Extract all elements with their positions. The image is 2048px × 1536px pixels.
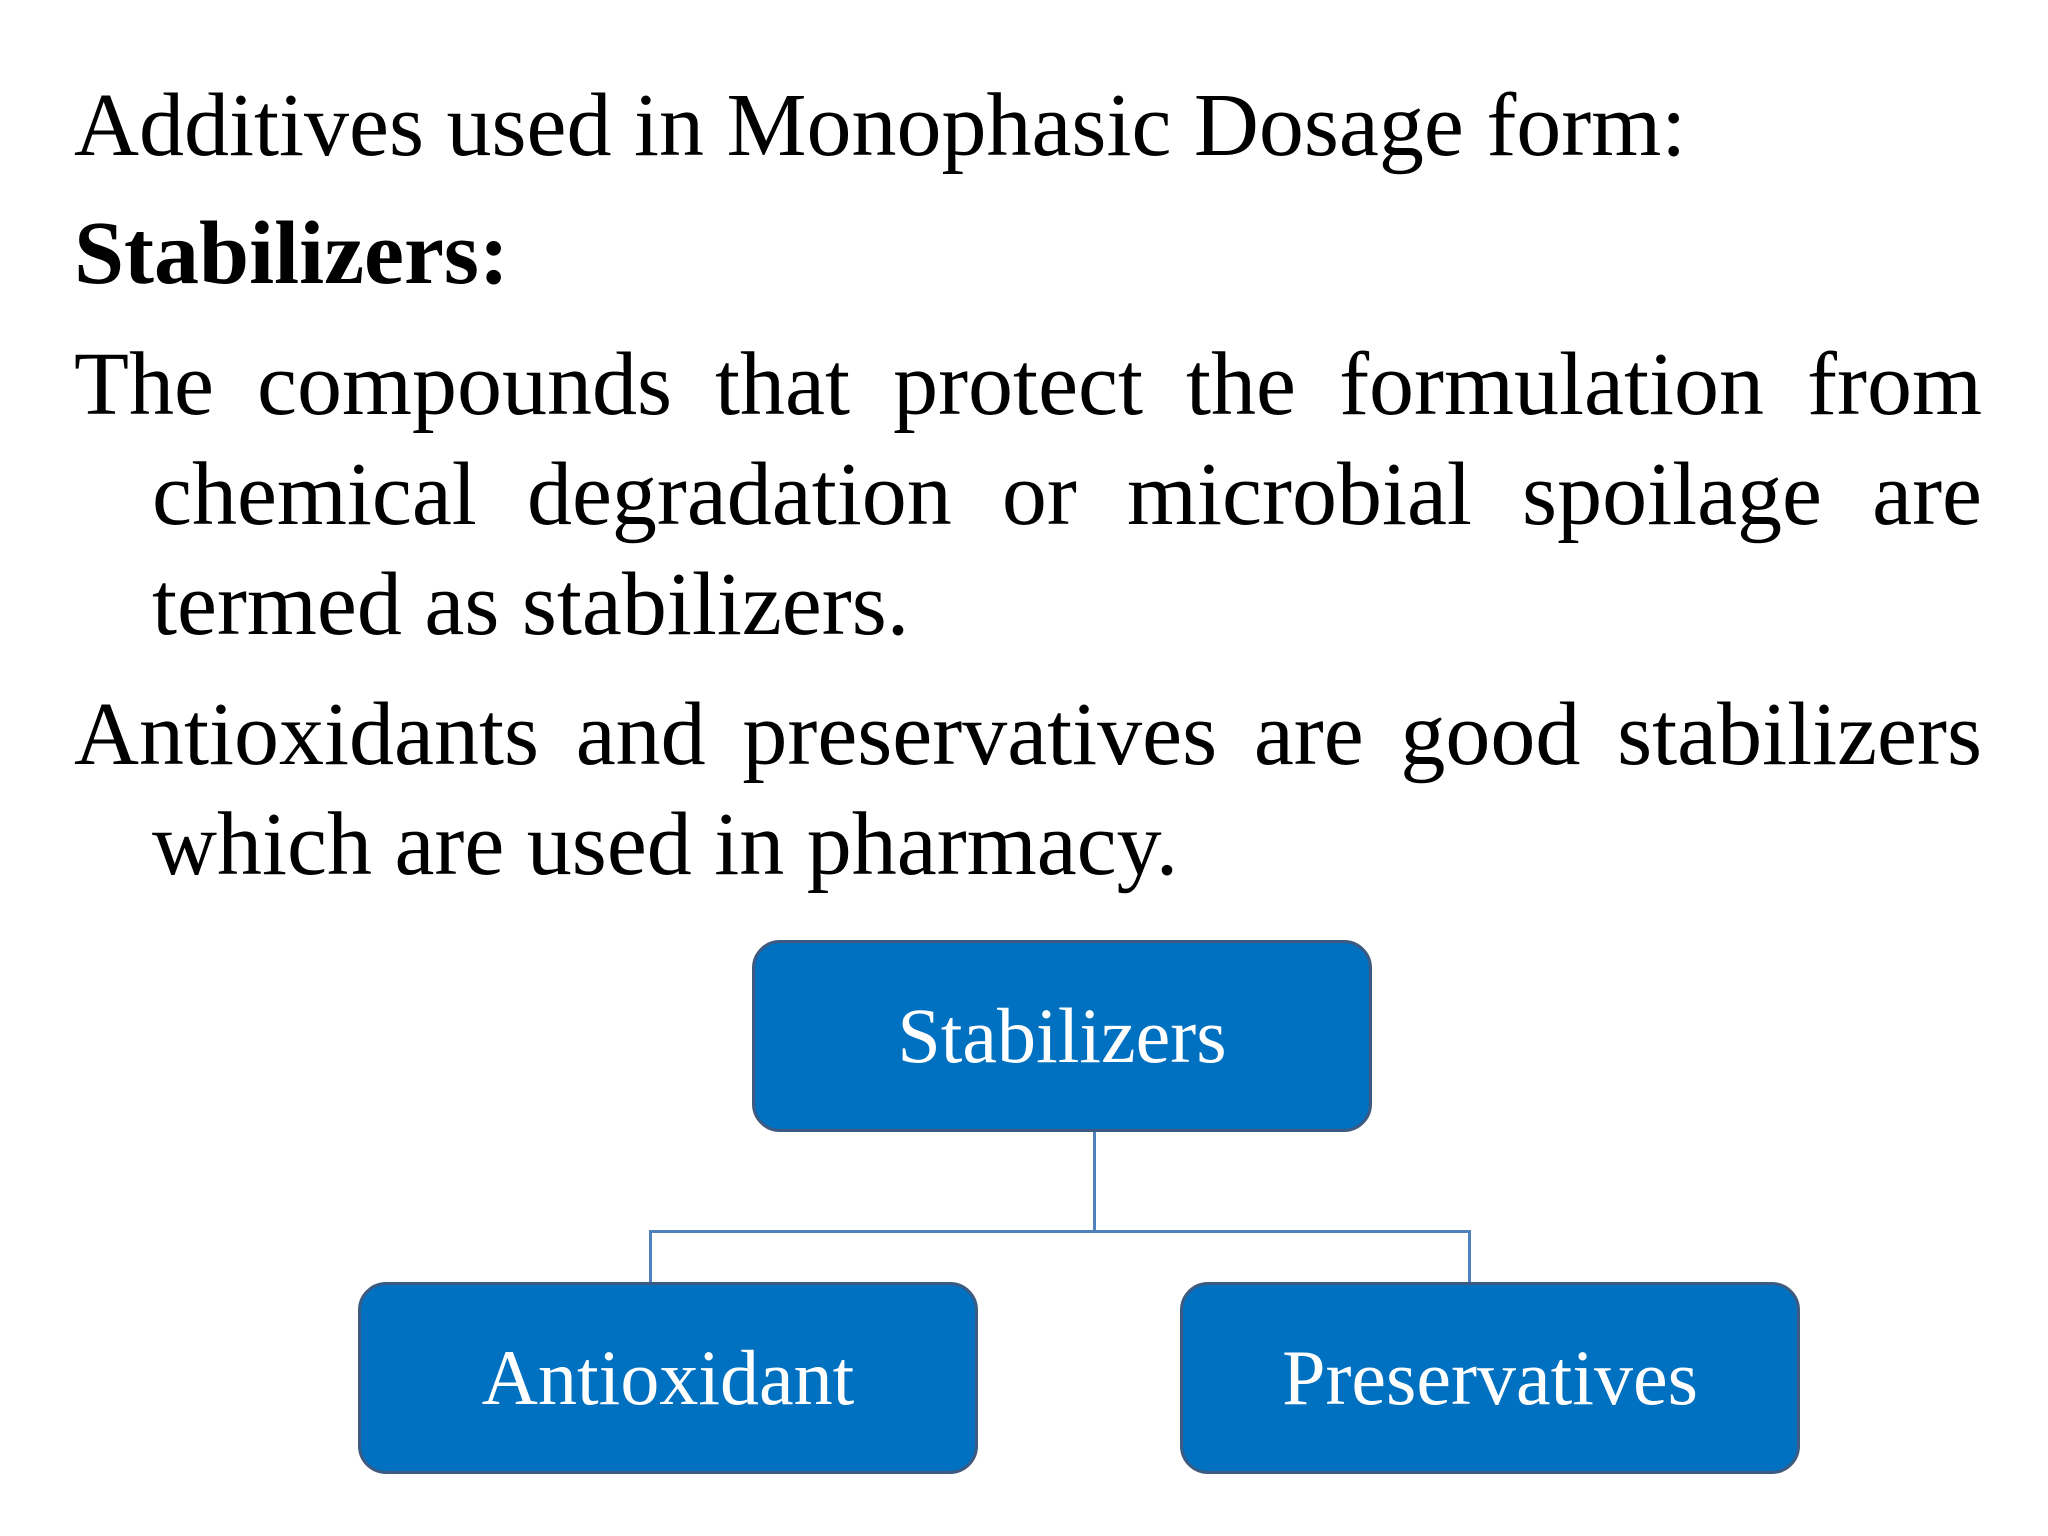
examples-paragraph: Antioxidants and preservatives are good stabilizers which are used in pharmacy.	[74, 685, 1982, 894]
connector-right-down	[1468, 1230, 1471, 1282]
connector-horizontal	[649, 1230, 1471, 1233]
node-antioxidant	[358, 1282, 978, 1474]
definition-paragraph: The compounds that protect the formulation from chemical degradation or microbial spoilage are termed as stabilizers.	[74, 335, 1982, 654]
connector-root-down	[1093, 1132, 1096, 1232]
node-antioxidant-label: Antioxidant	[481, 1334, 855, 1421]
node-stabilizers	[752, 940, 1372, 1132]
connector-left-down	[649, 1230, 652, 1282]
node-preservatives-label: Preservatives	[1282, 1334, 1698, 1421]
section-title: Stabilizers:	[74, 204, 509, 303]
node-preservatives	[1180, 1282, 1800, 1474]
node-stabilizers-label: Stabilizers	[897, 992, 1227, 1079]
slide-heading: Additives used in Monophasic Dosage form:	[74, 76, 1687, 175]
